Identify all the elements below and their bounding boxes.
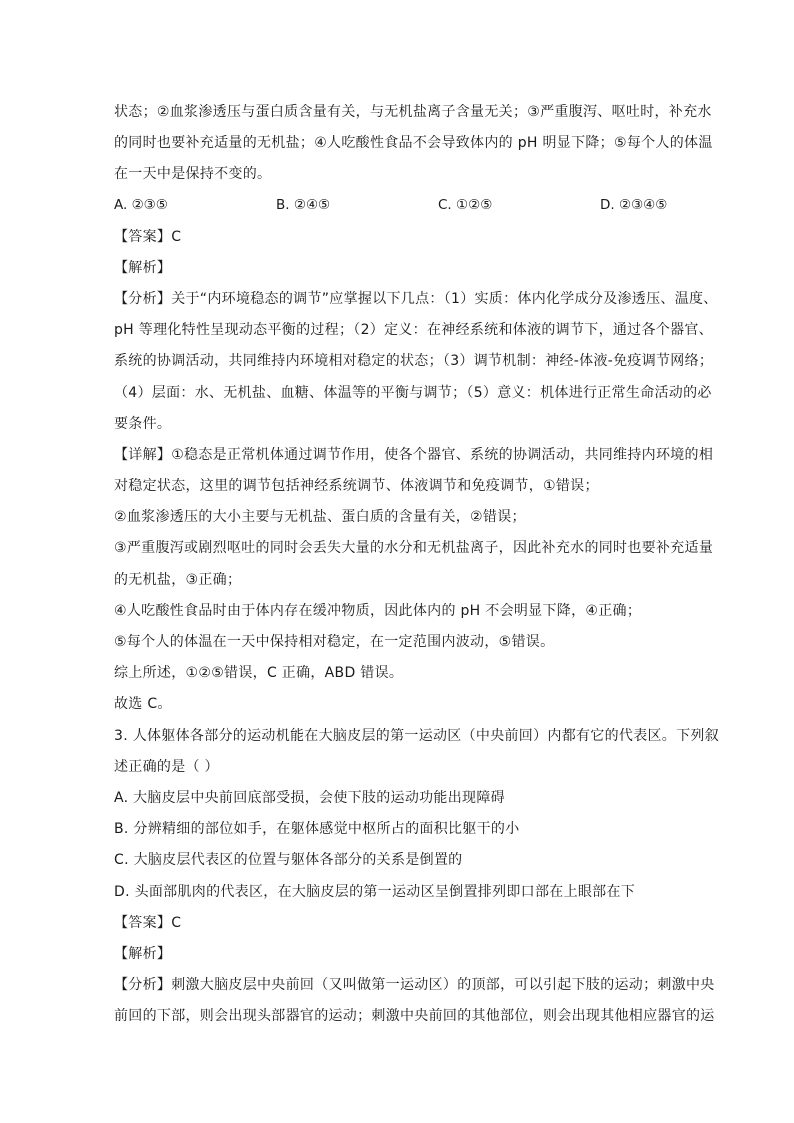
q2-option-b: B. ②④⑤	[276, 197, 331, 213]
q3-answer: 【答案】C	[114, 915, 182, 931]
q2-detail-line-7: ⑤每个人的体温在一天中保持相对稳定，在一定范围内波动，⑤错误。	[114, 634, 555, 650]
q3-option-b: B. 分辨精细的部位如手，在躯体感觉中枢所占的面积比躯干的小	[114, 821, 520, 837]
q2-analysis-line-4: （4）层面：水、无机盐、血糖、体温等的平衡与调节；（5）意义：机体进行正常生命活动的必	[114, 385, 712, 401]
q2-stem-line-3: 在一天中是保持不变的。	[114, 166, 272, 182]
q2-analysis-line-1: 【分析】关于“内环境稳态的调节”应掌握以下几点：（1）实质：体内化学成分及渗透压、温度、	[114, 291, 718, 307]
q2-option-d: D. ②③④⑤	[600, 197, 668, 213]
q2-detail-line-9: 故选 C。	[114, 696, 172, 712]
q2-analysis-line-3: 系统的协调活动，共同维持内环境相对稳定的状态；（3）调节机制：神经-体液-免疫调节网络；	[114, 353, 714, 369]
q2-analysis-line-2: pH 等理化特性呈现动态平衡的过程；（2）定义：在神经系统和体液的调节下，通过各个器官、	[114, 322, 713, 338]
q2-detail-line-5: 的无机盐，③正确；	[114, 572, 242, 588]
q2-detail-line-3: ②血浆渗透压的大小主要与无机盐、蛋白质的含量有关，②错误；	[114, 509, 526, 525]
q2-analysis-heading: 【解析】	[114, 260, 172, 276]
q3-option-c: C. 大脑皮层代表区的位置与躯体各部分的关系是倒置的	[114, 852, 463, 868]
q3-analysis-heading: 【解析】	[114, 946, 172, 962]
q3-option-d: D. 头面部肌肉的代表区，在大脑皮层的第一运动区呈倒置排列即口部在上眼部在下	[114, 884, 636, 900]
q3-stem-line-1: 3. 人体躯体各部分的运动机能在大脑皮层的第一运动区（中央前回）内都有它的代表区。下列叙	[114, 728, 720, 744]
q3-analysis-line-2: 前回的下部，则会出现头部器官的运动；刺激中央前回的其他部位，则会出现其他相应器官的运	[114, 1008, 715, 1024]
q2-stem-line-1: 状态；②血浆渗透压与蛋白质含量有关，与无机盐离子含量无关；③严重腹泻、呕吐时，补充水	[114, 104, 712, 120]
q2-stem-line-2: 的同时也要补充适量的无机盐；④人吃酸性食品不会导致体内的 pH 明显下降；⑤每个人的体温	[114, 135, 713, 151]
q2-option-c: C. ①②⑤	[438, 197, 493, 213]
q2-detail-line-1: 【详解】①稳态是正常机体通过调节作用，使各个器官、系统的协调活动，共同维持内环境的相	[114, 447, 714, 463]
q2-detail-line-2: 对稳定状态，这里的调节包括神经系统调节、体液调节和免疫调节，①错误；	[114, 478, 599, 494]
q3-stem-line-2: 述正确的是（ ）	[114, 759, 219, 775]
q2-detail-line-6: ④人吃酸性食品时由于体内存在缓冲物质，因此体内的 pH 不会明显下降，④正确；	[114, 603, 642, 619]
q3-analysis-line-1: 【分析】刺激大脑皮层中央前回（又叫做第一运动区）的顶部，可以引起下肢的运动；刺激中央	[114, 977, 715, 993]
q3-option-a: A. 大脑皮层中央前回底部受损，会使下肢的运动功能出现障碍	[114, 790, 505, 806]
q2-detail-line-4: ③严重腹泻或剧烈呕吐的同时会丢失大量的水分和无机盐离子，因此补充水的同时也要补充适量	[114, 540, 714, 556]
q2-answer: 【答案】C	[114, 229, 182, 245]
q2-detail-line-8: 综上所述，①②⑤错误，C 正确，ABD 错误。	[114, 665, 404, 681]
q2-option-a: A. ②③⑤	[114, 197, 168, 213]
q2-analysis-line-5: 要条件。	[114, 416, 172, 432]
